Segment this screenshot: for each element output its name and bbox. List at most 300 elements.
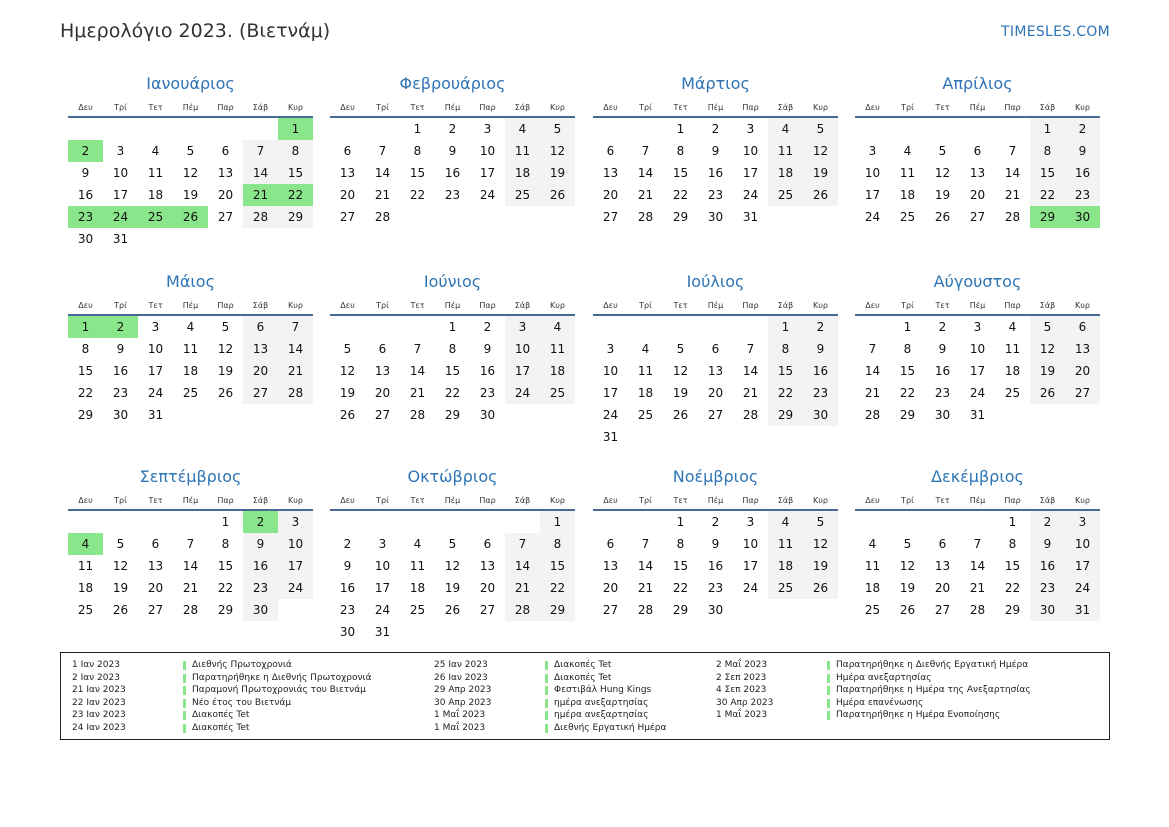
day-grid: [68, 511, 313, 621]
weekday-label: Πέμ: [969, 496, 986, 505]
weekday-label: Κυρ: [288, 496, 303, 505]
week-row: [855, 162, 1100, 184]
day-grid: [855, 316, 1100, 426]
day-cell: 19: [444, 581, 461, 595]
day-cell: 30: [803, 404, 838, 426]
weekday-label: Παρ: [217, 301, 234, 310]
month-calendar: [593, 73, 838, 228]
day-cell: 24: [103, 206, 138, 228]
weekday-label: Πέμ: [707, 496, 724, 505]
day-cell: 2: [68, 140, 103, 162]
day-cell: 7: [641, 537, 650, 551]
day-cell: 8: [448, 342, 457, 356]
day-cell: 9: [711, 537, 720, 551]
day-cell: 10: [147, 342, 164, 356]
holiday-name: Φεστιβάλ Hung Kings: [554, 685, 652, 695]
day-cell: 11: [409, 559, 426, 573]
holiday-date: 26 Ιαν 2023: [434, 672, 488, 683]
day-cell: 28: [637, 603, 654, 617]
empty-day: [768, 599, 803, 621]
day-cell: 19: [934, 188, 951, 202]
day-cell: 25: [899, 210, 916, 224]
empty-day: [733, 599, 768, 621]
empty-day: [400, 206, 435, 228]
legend-row: [72, 709, 412, 722]
week-row: [593, 511, 838, 533]
day-cell: 20: [479, 581, 496, 595]
empty-day: [470, 621, 505, 643]
empty-day: [663, 426, 698, 448]
day-grid: [330, 316, 575, 426]
weekday-label: Πέμ: [707, 301, 724, 310]
day-cell: 27: [243, 382, 278, 404]
page-title: Ημερολόγιο 2023. (Βιετνάμ): [60, 20, 331, 42]
day-cell: 11: [637, 364, 654, 378]
week-row: [855, 533, 1100, 555]
empty-day: [435, 206, 470, 228]
day-cell: 3: [868, 144, 877, 158]
day-cell: 23: [1065, 184, 1100, 206]
day-cell: 14: [409, 364, 426, 378]
day-cell: 7: [505, 533, 540, 555]
weekday-label: Σάβ: [514, 103, 531, 112]
holiday-name: Παραμονή Πρωτοχρονιάς του Βιετνάμ: [192, 685, 366, 695]
week-row: [855, 184, 1100, 206]
legend-column: [716, 659, 1096, 722]
day-cell: 8: [278, 140, 313, 162]
weekday-label: Σάβ: [777, 301, 794, 310]
week-row: [855, 599, 1100, 621]
day-cell: 14: [969, 559, 986, 573]
holiday-name: Διεθνής Εργατική Ημέρα: [554, 722, 667, 733]
week-row: [68, 206, 313, 228]
day-cell: 9: [803, 338, 838, 360]
day-cell: 22: [899, 386, 916, 400]
weekday-header: [855, 493, 1100, 511]
day-cell: 23: [68, 206, 103, 228]
empty-day: [103, 118, 138, 140]
empty-day: [208, 118, 243, 140]
week-row: [593, 140, 838, 162]
week-row: [68, 599, 313, 621]
month-calendar: [593, 271, 838, 448]
brand-link[interactable]: TIMESLES.COM: [1001, 24, 1110, 40]
day-cell: 24: [147, 386, 164, 400]
day-cell: 29: [77, 408, 94, 422]
empty-day: [470, 511, 505, 533]
weekday-label: Πέμ: [969, 301, 986, 310]
holiday-date: 2 Μαΐ 2023: [716, 660, 768, 670]
day-cell: 18: [147, 188, 164, 202]
weekday-header: [855, 298, 1100, 316]
day-cell: 27: [374, 408, 391, 422]
day-cell: 11: [1004, 342, 1021, 356]
day-cell: 15: [278, 162, 313, 184]
empty-day: [855, 118, 890, 140]
weekday-header: [330, 298, 575, 316]
empty-day: [593, 511, 628, 533]
week-row: [593, 118, 838, 140]
day-cell: 1: [278, 118, 313, 140]
day-cell: 14: [374, 166, 391, 180]
day-cell: 30: [339, 625, 356, 639]
weekday-header: [855, 100, 1100, 118]
day-cell: 28: [969, 603, 986, 617]
day-cell: 31: [1065, 599, 1100, 621]
day-cell: 29: [540, 599, 575, 621]
month-name: Φεβρουάριος: [399, 74, 506, 93]
month-name: Σεπτέμβριος: [139, 467, 242, 486]
weekday-label: Κυρ: [550, 301, 565, 310]
empty-day: [855, 511, 890, 533]
day-cell: 11: [540, 338, 575, 360]
empty-day: [505, 404, 540, 426]
day-cell: 13: [707, 364, 724, 378]
day-cell: 10: [1065, 533, 1100, 555]
day-cell: 19: [899, 581, 916, 595]
day-cell: 16: [707, 559, 724, 573]
day-cell: 21: [243, 184, 278, 206]
day-cell: 1: [676, 122, 685, 136]
day-cell: 22: [217, 581, 234, 595]
weekday-header: [330, 493, 575, 511]
day-cell: 28: [374, 210, 391, 224]
month-name: Δεκέμβριος: [931, 467, 1024, 486]
weekday-label: Σάβ: [252, 496, 269, 505]
weekday-label: Δευ: [865, 496, 880, 505]
day-cell: 8: [1008, 537, 1017, 551]
day-cell: 14: [864, 364, 881, 378]
day-cell: 15: [444, 364, 461, 378]
day-cell: 21: [637, 188, 654, 202]
empty-day: [733, 316, 768, 338]
day-cell: 22: [409, 188, 426, 202]
day-cell: 20: [243, 360, 278, 382]
week-row: [68, 360, 313, 382]
week-row: [855, 555, 1100, 577]
day-grid: [68, 316, 313, 426]
day-cell: 23: [1030, 577, 1065, 599]
week-row: [593, 404, 838, 426]
day-cell: 10: [479, 144, 496, 158]
day-cell: 30: [1065, 206, 1100, 228]
day-cell: 10: [742, 144, 759, 158]
day-cell: 25: [768, 184, 803, 206]
month-name: Οκτώβριος: [407, 467, 498, 486]
day-cell: 16: [77, 188, 94, 202]
holiday-name: Διακοπές Tet: [192, 710, 250, 720]
day-cell: 12: [182, 166, 199, 180]
weekday-header: [593, 298, 838, 316]
day-cell: 26: [540, 184, 575, 206]
day-cell: 16: [479, 364, 496, 378]
day-cell: 28: [409, 408, 426, 422]
weekday-label: Κυρ: [813, 301, 828, 310]
day-cell: 25: [1004, 386, 1021, 400]
day-cell: 12: [444, 559, 461, 573]
day-cell: 22: [444, 386, 461, 400]
day-cell: 1: [68, 316, 103, 338]
day-cell: 16: [112, 364, 129, 378]
week-row: [330, 316, 575, 338]
empty-day: [435, 511, 470, 533]
day-cell: 21: [409, 386, 426, 400]
empty-day: [208, 404, 243, 426]
empty-day: [803, 599, 838, 621]
weekday-label: Τετ: [673, 103, 688, 112]
day-cell: 18: [182, 364, 199, 378]
day-cell: 13: [374, 364, 391, 378]
day-cell: 2: [448, 122, 457, 136]
day-cell: 1: [221, 515, 230, 529]
weekday-label: Παρ: [742, 301, 759, 310]
holiday-marker: [183, 699, 186, 708]
day-cell: 12: [1030, 338, 1065, 360]
day-cell: 5: [803, 511, 838, 533]
legend-row: [716, 709, 1096, 722]
weekday-label: Σάβ: [252, 103, 269, 112]
day-cell: 8: [413, 144, 422, 158]
empty-day: [628, 511, 663, 533]
day-cell: 14: [637, 166, 654, 180]
day-cell: 16: [1030, 555, 1065, 577]
weekday-label: Τρί: [639, 301, 652, 310]
empty-day: [208, 228, 243, 250]
day-cell: 15: [899, 364, 916, 378]
day-cell: 15: [540, 555, 575, 577]
day-cell: 7: [868, 342, 877, 356]
day-cell: 12: [339, 364, 356, 378]
weekday-label: Κυρ: [813, 103, 828, 112]
empty-day: [593, 316, 628, 338]
day-cell: 8: [676, 144, 685, 158]
empty-day: [698, 426, 733, 448]
month-name: Μάρτιος: [681, 74, 750, 93]
month-calendar: [68, 271, 313, 426]
day-cell: 21: [742, 386, 759, 400]
day-cell: 6: [1065, 316, 1100, 338]
day-cell: 9: [1030, 533, 1065, 555]
weekday-header: [68, 100, 313, 118]
weekday-header: [593, 493, 838, 511]
week-row: [330, 162, 575, 184]
day-cell: 23: [934, 386, 951, 400]
day-cell: 5: [448, 537, 457, 551]
day-cell: 1: [413, 122, 422, 136]
empty-day: [803, 426, 838, 448]
day-cell: 20: [934, 581, 951, 595]
day-cell: 13: [243, 338, 278, 360]
weekday-label: Τρί: [901, 301, 914, 310]
day-cell: 18: [409, 581, 426, 595]
day-cell: 9: [448, 144, 457, 158]
holiday-marker: [545, 661, 548, 670]
holiday-name: Ημέρα ανεξαρτησίας: [836, 672, 932, 683]
day-cell: 24: [505, 382, 540, 404]
day-grid: [593, 118, 838, 228]
day-cell: 13: [217, 166, 234, 180]
weekday-label: Σάβ: [1039, 301, 1056, 310]
holiday-date: 2 Ιαν 2023: [72, 672, 120, 683]
week-row: [855, 360, 1100, 382]
day-cell: 19: [217, 364, 234, 378]
holiday-marker: [545, 724, 548, 733]
weekday-label: Τρί: [639, 496, 652, 505]
weekday-label: Δευ: [603, 103, 618, 112]
holiday-name: ημέρα ανεξαρτησίας: [554, 710, 649, 720]
week-row: [68, 533, 313, 555]
empty-day: [243, 228, 278, 250]
day-cell: 7: [243, 140, 278, 162]
day-cell: 29: [672, 210, 689, 224]
day-cell: 24: [864, 210, 881, 224]
weekday-label: Τετ: [148, 103, 163, 112]
day-cell: 28: [182, 603, 199, 617]
week-row: [330, 360, 575, 382]
day-cell: 8: [81, 342, 90, 356]
legend-row: [716, 672, 1096, 685]
day-cell: 21: [374, 188, 391, 202]
day-cell: 23: [444, 188, 461, 202]
empty-day: [330, 118, 365, 140]
week-row: [330, 184, 575, 206]
weekday-label: Πέμ: [444, 301, 461, 310]
empty-day: [330, 316, 365, 338]
weekday-label: Δευ: [340, 103, 355, 112]
day-cell: 24: [602, 408, 619, 422]
day-cell: 21: [182, 581, 199, 595]
day-cell: 4: [540, 316, 575, 338]
week-row: [330, 140, 575, 162]
day-cell: 8: [221, 537, 230, 551]
day-cell: 18: [768, 555, 803, 577]
weekday-label: Παρ: [1004, 496, 1021, 505]
day-cell: 20: [147, 581, 164, 595]
holiday-name: Ημέρα επανένωσης: [836, 697, 924, 708]
day-cell: 27: [707, 408, 724, 422]
month-calendar: [330, 271, 575, 426]
day-cell: 31: [602, 430, 619, 444]
holiday-date: 1 Μαΐ 2023: [434, 722, 486, 733]
day-cell: 3: [278, 511, 313, 533]
weekday-label: Τετ: [935, 103, 950, 112]
day-cell: 19: [182, 188, 199, 202]
day-cell: 4: [641, 342, 650, 356]
empty-day: [173, 404, 208, 426]
day-cell: 28: [505, 599, 540, 621]
empty-day: [278, 404, 313, 426]
day-cell: 5: [903, 537, 912, 551]
day-cell: 21: [278, 360, 313, 382]
week-row: [593, 360, 838, 382]
empty-day: [628, 118, 663, 140]
holiday-name: Παρατηρήθηκε η Ημέρα Ενοποίησης: [836, 710, 1001, 720]
day-cell: 10: [374, 559, 391, 573]
week-row: [330, 555, 575, 577]
empty-day: [138, 118, 173, 140]
day-cell: 26: [672, 408, 689, 422]
weekday-label: Δευ: [865, 301, 880, 310]
holiday-date: 23 Ιαν 2023: [72, 710, 126, 720]
day-cell: 23: [479, 386, 496, 400]
weekday-label: Τετ: [935, 301, 950, 310]
day-cell: 9: [343, 559, 352, 573]
day-cell: 2: [483, 320, 492, 334]
holiday-name: Παρατηρήθηκε η Διεθνής Εργατική Ημέρα: [836, 660, 1029, 670]
day-cell: 30: [77, 232, 94, 246]
day-cell: 5: [938, 144, 947, 158]
day-cell: 22: [1004, 581, 1021, 595]
day-cell: 3: [483, 122, 492, 136]
weekday-label: Τετ: [148, 496, 163, 505]
month-name: Ιανουάριος: [146, 74, 235, 93]
day-cell: 15: [1030, 162, 1065, 184]
weekday-header: [68, 493, 313, 511]
week-row: [330, 511, 575, 533]
day-cell: 2: [711, 515, 720, 529]
day-cell: 11: [768, 533, 803, 555]
weekday-label: Τρί: [901, 103, 914, 112]
day-cell: 16: [1065, 162, 1100, 184]
day-cell: 16: [934, 364, 951, 378]
month-name: Αύγουστος: [933, 272, 1022, 291]
day-cell: 9: [483, 342, 492, 356]
day-cell: 1: [540, 511, 575, 533]
day-cell: 12: [540, 140, 575, 162]
day-cell: 26: [339, 408, 356, 422]
holiday-date: 2 Σεπ 2023: [716, 672, 767, 683]
empty-day: [855, 316, 890, 338]
weekday-label: Κυρ: [550, 496, 565, 505]
holiday-marker: [183, 661, 186, 670]
day-cell: 3: [606, 342, 615, 356]
week-row: [593, 555, 838, 577]
day-cell: 6: [711, 342, 720, 356]
day-cell: 6: [151, 537, 160, 551]
week-row: [593, 338, 838, 360]
empty-day: [540, 404, 575, 426]
empty-day: [505, 621, 540, 643]
month-name: Ιούλιος: [686, 272, 745, 291]
day-cell: 17: [742, 559, 759, 573]
day-cell: 25: [768, 577, 803, 599]
day-cell: 13: [934, 559, 951, 573]
day-cell: 7: [973, 537, 982, 551]
day-cell: 21: [637, 581, 654, 595]
weekday-label: Τρί: [376, 103, 389, 112]
empty-day: [925, 118, 960, 140]
day-cell: 4: [903, 144, 912, 158]
weekday-label: Παρ: [1004, 301, 1021, 310]
week-row: [593, 184, 838, 206]
day-cell: 29: [278, 206, 313, 228]
day-cell: 22: [1030, 184, 1065, 206]
month-name: Ιούνιος: [423, 272, 482, 291]
legend-row: [72, 684, 412, 697]
empty-day: [365, 511, 400, 533]
day-cell: 1: [768, 316, 803, 338]
day-cell: 21: [864, 386, 881, 400]
legend-row: [72, 672, 412, 685]
day-cell: 30: [243, 599, 278, 621]
day-cell: 11: [77, 559, 94, 573]
day-cell: 7: [186, 537, 195, 551]
weekday-label: Τετ: [410, 103, 425, 112]
empty-day: [400, 621, 435, 643]
day-cell: 20: [1065, 360, 1100, 382]
day-cell: 20: [969, 188, 986, 202]
day-cell: 27: [479, 603, 496, 617]
